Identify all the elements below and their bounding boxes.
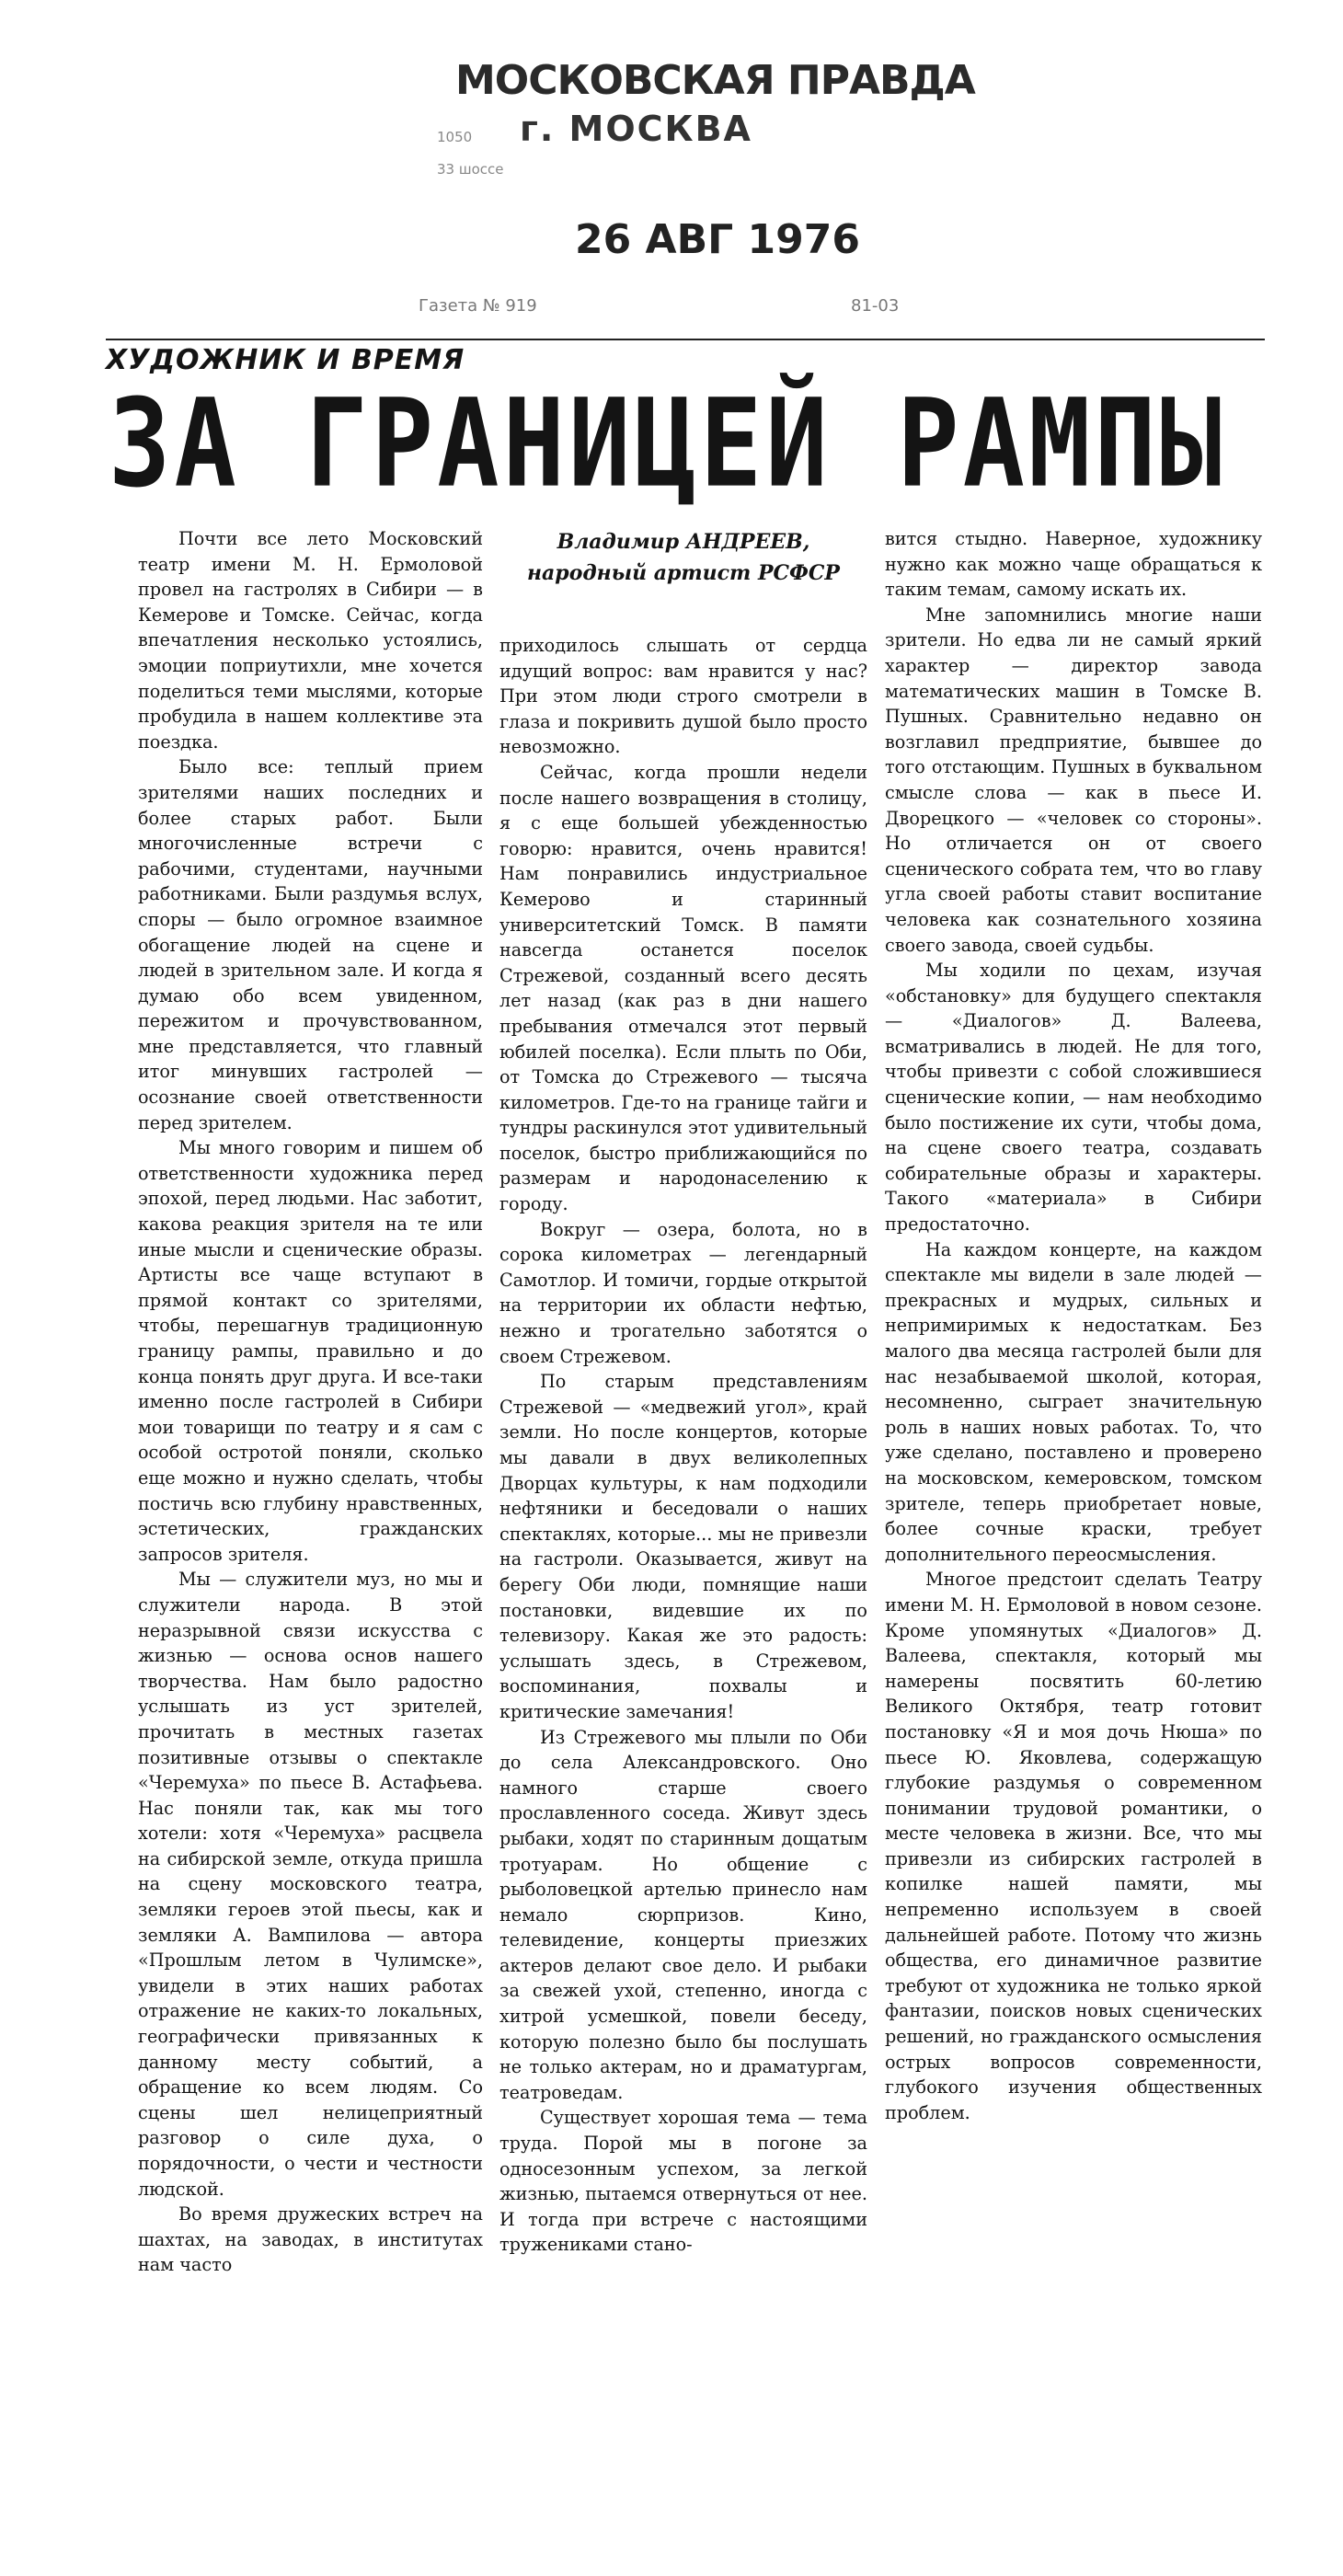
newspaper-clipping-stamp [419, 37, 975, 354]
paragraph: Почти все лето Московский театр имени М. Н. Ермоловой провел на гастролях в Сибири — в Кемерове и Томске. Сейчас, когда впечатления несколько устоялись, эмоции поприутихли, мне хочется поделиться теми мыслями, которые пробудила в нашем коллективе эта поездка. [138, 528, 483, 753]
paragraph: По старым представлениям Стрежевой — «медвежий угол», край земли. Но после концертов, которые мы давали в двух великолепных Дворцах культуры, к нам подходили нефтяники и беседовали о наших спектаклях, которые... мы не привезли на гастроли. Оказывается, живут на берегу Оби люди, помнящие наши постановки, видевшие их по телевизору. Какая же это радость: услышать здесь, в Стрежевом, воспоминания, похвалы и критические замечания! [499, 1371, 867, 1722]
article-column-1 [138, 526, 483, 2278]
article-column-3 [885, 526, 1262, 2125]
stamp-issue-number: Газета № 919 [419, 296, 537, 316]
author-name: Владимир АНДРЕЕВ, [557, 530, 810, 554]
paragraph: Было все: теплый прием зрителями наших последних и более старых работ. Были многочисленные встречи с рабочими, студентами, научными работниками. Были раздумья вслух, споры — было огромное взаимное обогащение людей на сцене и людей в зрительном зале. И когда я думаю обо всем увиденном, пережитом и прочувствованном, мне представляется, что главный итог минувших гастролей — осознание своей ответственности перед зрителем. [138, 756, 483, 1133]
paragraph: Мы ходили по цехам, изучая «обстановку» для будущего спектакля — «Диалогов» Д. Валеева, всматривались в людей. Не для того, чтобы привезти с собой сложившиеся сценические копии, — нам необходимо было постижение их сути, чтобы дома, на сцене своего театра, создавать собирательные образы и характеры. Такого «материала» в Сибири предостаточно. [885, 960, 1262, 1236]
section-rubric: ХУДОЖНИК И ВРЕМЯ [106, 339, 1265, 376]
author-byline [499, 526, 867, 589]
paragraph: Существует хорошая тема — тема труда. Порой мы в погоне за односезонным успехом, за легкой жизнью, пытаемся отвернуться от нее. И тогда при встрече с настоящими тружениками стано- [499, 2107, 867, 2256]
stamp-small-text: 33 шоссе [437, 161, 504, 178]
stamp-paper-name: МОСКОВСКАЯ ПРАВДА [455, 57, 975, 104]
stamp-date: 26 АВГ 1976 [575, 216, 860, 263]
stamp-city: г. МОСКВА [520, 109, 752, 149]
paragraph: На каждом концерте, на каждом спектакле мы видели в зале людей — прекрасных и мудрых, сильных и непримиримых к недостаткам. Без малого два месяца гастролей были для нас незабываемой школой, которая, несомненно, сыграет значительную роль в наших новых работах. То, что уже сделано, поставлено и проверено на московском, кемеровском, томском зрителе, теперь приобретает новые, более сочные краски, требует дополнительного переосмысления. [885, 1238, 1262, 1565]
paragraph: Из Стрежевого мы плыли по Оби до села Александровского. Оно намного старше своего прославленного соседа. Живут здесь рыбаки, ходят по старинным дощатым тротуарам. Но общение с рыболовецкой артелью принесло нам немало сюрпризов. Кино, телевидение, концерты приезжих актеров делают свое дело. И рыбаки за свежей ухой, степенно, иногда с хитрой усмешкой, повели беседу, которую полезно было бы послушать не только актерам, но и драматургам, театроведам. [499, 1726, 867, 2103]
paragraph: Мы много говорим и пишем об ответственности художника перед эпохой, перед людьми. Нас заботит, какова реакция зрителя на те или иные мысли и сценические образы. Артисты все чаще вступают в прямой контакт со зрителями, чтобы, перешагнув традиционную границу рампы, правильно и до конца понять друг друга. И все-таки именно после гастролей в Сибири мои товарищи по театру и я сам с особой остротой поняли, сколько еще можно и нужно сделать, чтобы постичь всю глубину нравственных, эстетических, гражданских запросов зрителя. [138, 1137, 483, 1565]
paragraph: Вокруг — озера, болота, но в сорока километрах — легендарный Самотлор. И томичи, гордые открытой на территории их области нефтью, нежно и трогательно заботятся о своем Стрежевом. [499, 1218, 867, 1367]
paragraph: вится стыдно. Наверное, художнику нужно как можно чаще обращаться к таким темам, самому искать их. [885, 528, 1262, 601]
stamp-small-text: 1050 [437, 129, 473, 145]
paragraph: Сейчас, когда прошли недели после нашего возвращения в столицу, я с еще большей убежденностью говорю: нравится, очень нравится! Нам понравились индустриальное Кемерово и старинный университетский Томск. В памяти навсегда останется поселок Стрежевой, созданный всего десять лет назад (как раз в дни нашего пребывания отмечался этот первый юбилей поселка). Если плыть по Оби, от Томска до Стрежевого — тысяча километров. Где-то на границе тайги и тундры раскинулся этот удивительный поселок, быстро приближающийся по размерам и народонаселению к городу. [499, 761, 867, 1215]
paragraph: приходилось слышать от сердца идущий вопрос: вам нравится у нас? При этом люди строго смотрели в глаза и покривить душой было просто невозможно. [499, 635, 867, 758]
author-title: народный артист РСФСР [527, 561, 840, 585]
stamp-code: 81-03 [851, 296, 900, 316]
paragraph: Мы — служители муз, но мы и служители народа. В этой неразрывной связи искусства с жизнью — основа основ нашего творчества. Нам было радостно услышать из уст зрителей, прочитать в местных газетах позитивные отзывы о спектакле «Черемуха» по пьесе В. Астафьева. Нас поняли так, как мы того хотели: хотя «Черемуха» расцвела на сибирской земле, откуда пришла на сцену московского театра, земляки героев этой пьесы, как и земляки А. Вампилова — автора «Прошлым летом в Чулимске», увидели в этих наших работах отражение не каких-то локальных, географически привязанных к данному месту событий, а обращение ко всем людям. Со сцены шел нелицеприятный разговор о силе духа, о порядочности, о чести и честности людской. [138, 1569, 483, 2200]
paragraph: Многое предстоит сделать Театру имени М. Н. Ермоловой в новом сезоне. Кроме упомянутых «Диалогов» Д. Валеева, спектакля, который мы намерены посвятить 60-летию Великого Октября, театр готовит постановку «Я и моя дочь Нюша» по пьесе Ю. Яковлева, содержащую глубокие раздумья о современном понимании трудовой романтики, о месте человека в жизни. Все, что мы привезли из сибирских гастролей в копилке нашей памяти, мы непременно используем в своей дальнейшей работе. Потому что жизнь общества, его динамичное развитие требуют от художника не только яркой фантазии, поисков новых сценических решений, но гражданского осмысления острых вопросов современности, глубокого изучения общественных проблем. [885, 1569, 1262, 2123]
paragraph: Во время дружеских встреч на шахтах, на заводах, в институтах нам часто [138, 2203, 483, 2276]
paragraph: Мне запомнились многие наши зрители. Но едва ли не самый яркий характер — директор завода математических машин в Томске В. Пушных. Сравнительно недавно он возглавил предприятие, бывшее до того отстающим. Пушных в буквальном смысле слова — как в пьесе И. Дворецкого — «человек со стороны». Но отличается он от своего сценического собрата тем, что во главу угла своей работы ставит воспитание человека как сознательного хозяина своего завода, своей судьбы. [885, 604, 1262, 956]
article-column-2 [499, 526, 867, 2258]
article-headline: ЗА ГРАНИЦЕЙ РАМПЫ [109, 374, 1226, 515]
